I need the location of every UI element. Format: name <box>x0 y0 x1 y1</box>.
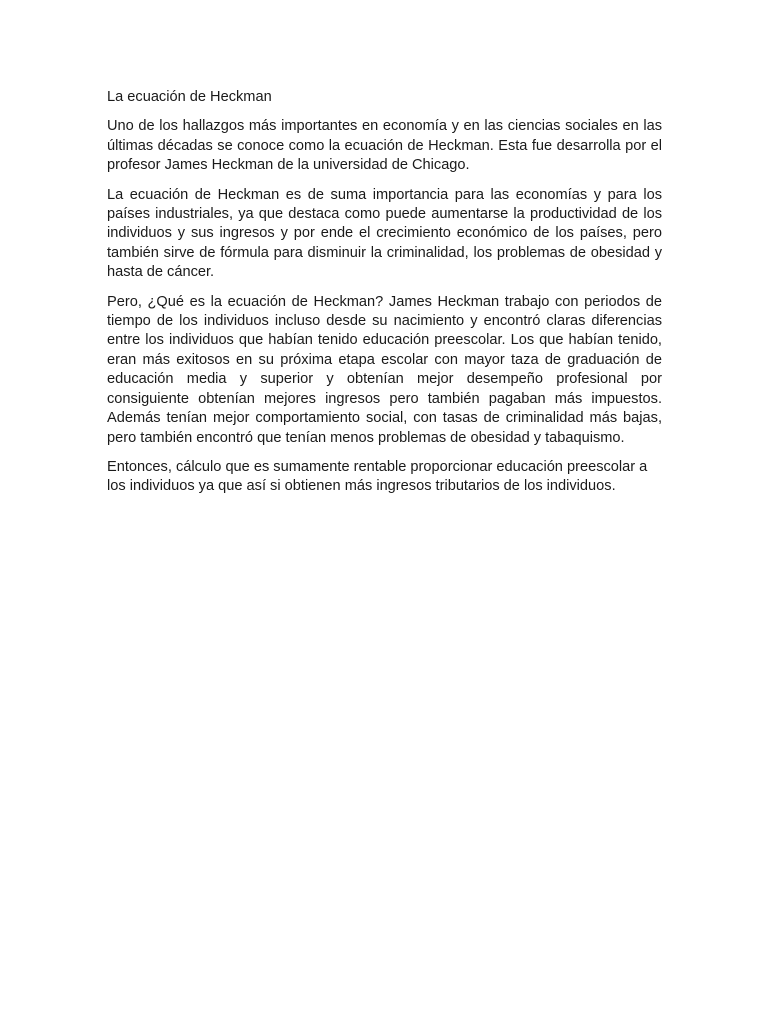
document-body <box>107 88 662 507</box>
paragraph-importance: La ecuación de Heckman es de suma importancia para las economías y para los países industriales, ya que destaca como puede aumentarse la productividad de los individuos y sus ingresos y por ende el crecimiento económico de los países, pero también sirve de fórmula para disminuir la criminalidad, los problemas de obesidad y hasta de cáncer. <box>107 186 662 281</box>
document-title: La ecuación de Heckman <box>107 89 272 105</box>
paragraph-conclusion: Entonces, cálculo que es sumamente rentable proporcionar educación preescolar a los individuos ya que así si obtienen más ingresos tributarios de los individuos. <box>107 458 648 495</box>
paragraph-definition: Pero, ¿Qué es la ecuación de Heckman? James Heckman trabajo con periodos de tiempo de los individuos incluso desde su nacimiento y encontró claras diferencias entre los individuos que habían tenido educación preescolar. Los que habían tenido, eran más exitosos en su próxima etapa escolar con mayor taza de graduación de educación media y superior y obtenían mejor desempeño profesional por consiguiente obtenían mejores ingresos pero también pagaban más impuestos. Además tenían mejor comportamiento social, con tasas de criminalidad más bajas, pero también encontró que tenían menos problemas de obesidad y tabaquismo. <box>107 293 662 446</box>
paragraph-intro: Uno de los hallazgos más importantes en economía y en las ciencias sociales en las últimas décadas se conoce como la ecuación de Heckman. Esta fue desarrolla por el profesor James Heckman de la universidad de Chicago. <box>107 118 662 174</box>
